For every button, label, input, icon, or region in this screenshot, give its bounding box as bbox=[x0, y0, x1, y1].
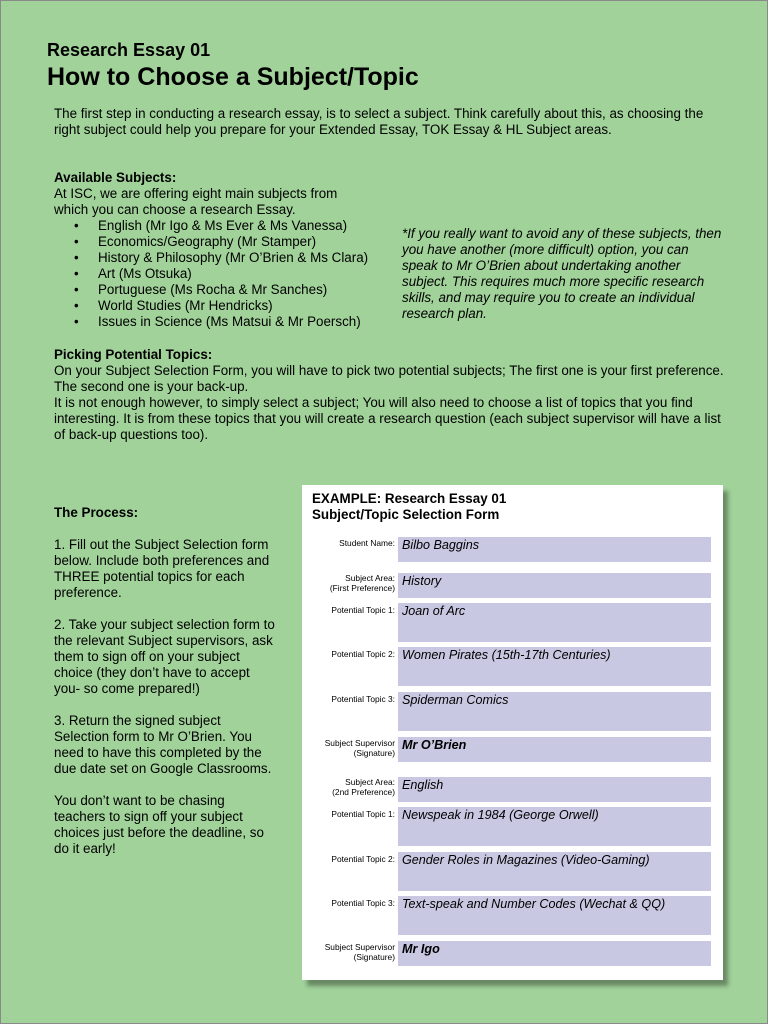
form-field-box bbox=[398, 852, 711, 891]
form-field-box bbox=[398, 692, 711, 731]
process-heading: The Process: bbox=[54, 505, 139, 520]
form-field-label: Subject Area: (First Preference) bbox=[329, 573, 395, 593]
list-item bbox=[74, 314, 368, 330]
list-item bbox=[74, 218, 368, 234]
form-signature-value: Mr O’Brien bbox=[402, 738, 467, 752]
process-step: 2. Take your subject selection form to the relevant Subject supervisors, ask them to sign off on your subject choice (they don’t have to accept you- so come prepared!) bbox=[54, 617, 275, 696]
available-subjects-intro: At ISC, we are offering eight main subjects from which you can choose a research Essay. bbox=[54, 186, 338, 217]
form-field-box bbox=[398, 777, 711, 802]
subject-label: History & Philosophy (Mr O’Brien & Ms Clara) bbox=[98, 250, 369, 265]
form-title bbox=[312, 491, 506, 523]
form-title-line: EXAMPLE: Research Essay 01 bbox=[312, 491, 507, 506]
form-field-box bbox=[398, 807, 711, 846]
available-subjects-heading: Available Subjects: bbox=[54, 170, 177, 185]
form-field-box bbox=[398, 537, 711, 562]
subject-label: Portuguese (Ms Rocha & Mr Sanches) bbox=[98, 282, 328, 297]
form-field-box bbox=[398, 603, 711, 642]
form-field-label: Potential Topic 2: bbox=[331, 854, 395, 864]
form-field-box bbox=[398, 573, 711, 598]
form-field-value: Gender Roles in Magazines (Video-Gaming) bbox=[402, 853, 650, 867]
form-field-value: English bbox=[402, 778, 444, 792]
form-field-value: Spiderman Comics bbox=[402, 693, 509, 707]
form-field-label: Subject Area: (2nd Preference) bbox=[332, 777, 395, 797]
bullet-icon: • bbox=[74, 282, 79, 297]
document-subtitle: Research Essay 01 bbox=[47, 40, 211, 60]
alternative-option-note: *If you really want to avoid any of these subjects, then you have another (more difficult) option, you can speak to Mr O’Brien about undertaking another subject. This requires much more specific research skills, and may require you to create an individual research plan. bbox=[402, 226, 722, 321]
intro-paragraph: The first step in conducting a research essay, is to select a subject. Think carefully about this, as choosing the right subject could help you prepare for your Extended Essay, TOK Essay & HL Subject areas. bbox=[54, 106, 704, 137]
form-field-value: Newspeak in 1984 (George Orwell) bbox=[402, 808, 599, 822]
bullet-icon: • bbox=[74, 250, 79, 265]
document-title: How to Choose a Subject/Topic bbox=[47, 63, 419, 91]
form-field-label: Potential Topic 1: bbox=[331, 809, 395, 819]
form-field-label: Subject Supervisor (Signature) bbox=[324, 942, 395, 962]
form-field-label: Potential Topic 1: bbox=[331, 605, 395, 615]
list-item bbox=[74, 266, 368, 282]
subject-label: Art (Ms Otsuka) bbox=[98, 266, 192, 281]
process-section bbox=[54, 505, 279, 873]
subject-label: World Studies (Mr Hendricks) bbox=[98, 298, 273, 313]
subject-label: Issues in Science (Ms Matsui & Mr Poersch) bbox=[98, 314, 361, 329]
form-field-label: Potential Topic 3: bbox=[331, 694, 395, 704]
picking-topics-heading: Picking Potential Topics: bbox=[54, 347, 213, 362]
form-field-box bbox=[398, 647, 711, 686]
bullet-icon: • bbox=[74, 266, 79, 281]
subject-label: Economics/Geography (Mr Stamper) bbox=[98, 234, 317, 249]
form-field-value: Joan of Arc bbox=[402, 604, 466, 618]
list-item bbox=[74, 282, 368, 298]
list-item bbox=[74, 234, 368, 250]
form-field-label: Subject Supervisor (Signature) bbox=[324, 738, 395, 758]
process-step: 1. Fill out the Subject Selection form below. Include both preferences and THREE potential topics for each preference. bbox=[54, 537, 270, 600]
form-field-label: Student Name: bbox=[339, 538, 395, 548]
form-field-label: Potential Topic 2: bbox=[331, 649, 395, 659]
list-item bbox=[74, 298, 368, 314]
list-item bbox=[74, 250, 368, 266]
picking-topics-paragraph-1: On your Subject Selection Form, you will have to pick two potential subjects; The first one is your first preference. The second one is your back-up. bbox=[54, 363, 724, 394]
form-field-box bbox=[398, 737, 711, 762]
picking-topics-paragraph-2: It is not enough however, to simply select a subject; You will also need to choose a list of topics that you find interesting. It is from these topics that you will create a research question (each subject supervisor will have a list of back-up questions too). bbox=[54, 395, 721, 442]
form-field-box bbox=[398, 941, 711, 966]
bullet-icon: • bbox=[74, 298, 79, 313]
form-signature-value: Mr Igo bbox=[402, 942, 440, 956]
form-field-value: Women Pirates (15th-17th Centuries) bbox=[402, 648, 611, 662]
process-step: 3. Return the signed subject Selection form to Mr O’Brien. You need to have this completed by the due date set on Google Classrooms. bbox=[54, 713, 272, 776]
form-field-box bbox=[398, 896, 711, 935]
bullet-icon: • bbox=[74, 218, 79, 233]
example-selection-form bbox=[302, 485, 723, 980]
form-field-label: Potential Topic 3: bbox=[331, 898, 395, 908]
form-title-line: Subject/Topic Selection Form bbox=[312, 507, 500, 522]
bullet-icon: • bbox=[74, 234, 79, 249]
form-field-value: History bbox=[402, 574, 442, 588]
process-step: You don’t want to be chasing teachers to sign off your subject choices just before the deadline, so do it early! bbox=[54, 793, 264, 856]
bullet-icon: • bbox=[74, 314, 79, 329]
form-field-value: Bilbo Baggins bbox=[402, 538, 480, 552]
subject-list bbox=[74, 218, 368, 330]
subject-label: English (Mr Igo & Ms Ever & Ms Vanessa) bbox=[98, 218, 348, 233]
form-field-value: Text-speak and Number Codes (Wechat & QQ) bbox=[402, 897, 666, 911]
